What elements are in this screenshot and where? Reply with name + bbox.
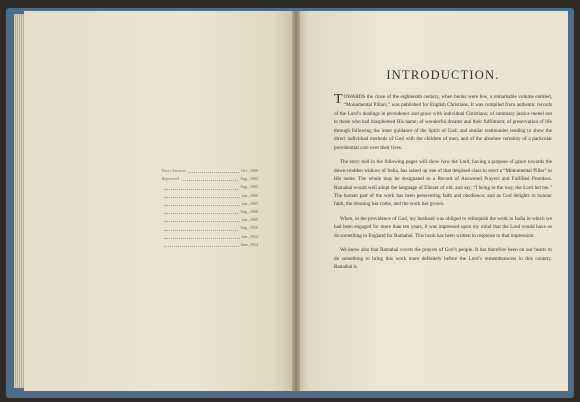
edition-label: Reprinted xyxy=(162,176,179,182)
paragraph: We know also that Ramabai covets the prayers of God’s people. It has therefore been on our hearts to do something to bring this work more definitely before the Lord’s remembrancers in this country. Ramabai is xyxy=(334,247,552,271)
paragraph: The story told in the following pages will show how the Lord, having a purpose of grace towards the down-trodden widows of India, has raised up one of that despised class to erect a “Monumental Pillar” to His name. The whole may be designated as a Record of Answered Prayers and Fulfilled Promises. Ramabai would well adopt the language of Eliezer of old, and say, “I being in the way, the Lord led me.” The human part of the work has been persevering faith and obedience; and as God delights to honour faith, the blessing has come, and the work has grown. xyxy=(334,159,552,208)
paragraph xyxy=(334,93,552,152)
edition-date: Aug., 1910 xyxy=(240,225,258,231)
edition-date: Jan., 1909 xyxy=(241,217,258,223)
paragraph: When, in the providence of God, my husband was obliged to relinquish the work in India in which we had been engaged for more than ten years, it was impressed upon my mind that the Lord would have us do something in England for Ramabai. This book has been written in response to that impression. xyxy=(334,215,552,239)
edition-date: Oct., 1900 xyxy=(241,168,258,173)
edition-date: Jan., 1907 xyxy=(241,200,258,206)
edition-date: Aug., 1908 xyxy=(240,209,258,215)
page-stack-edge xyxy=(14,14,24,388)
paragraph-text: OWARDS the close of the eighteenth century, when books were few, a remarkable volume entitled, “Monumental Pillars,” was published for English Christians. It was compiled from authentic records of the Lord’s dealings in providence and grace with individual Christians; of summary justice meted out to those who had blasphemed His name; of wonderful dreams and their fulfilment; of preservation of life through following the inner guidance of the Spirit of God; and similar testimonies tending to show the direct individual methods of God with the children of men, and of the absolute certainty of a particular providential care over their lives. xyxy=(334,94,552,151)
edition-row xyxy=(162,216,258,224)
edition-row xyxy=(162,224,258,232)
drop-cap: T xyxy=(334,92,343,107)
edition-date: Jan., 1912 xyxy=(241,233,258,239)
edition-date: Aug., 1903 xyxy=(240,176,258,182)
left-page xyxy=(24,11,296,391)
edition-row xyxy=(162,175,258,183)
edition-row xyxy=(162,233,258,241)
edition-row xyxy=(162,183,258,191)
book-gutter xyxy=(292,11,300,391)
edition-row xyxy=(162,200,258,208)
edition-date: Jan., 1906 xyxy=(241,192,258,198)
edition-row xyxy=(162,241,258,249)
edition-date: June, 1914 xyxy=(240,241,258,247)
introduction-text xyxy=(334,68,552,278)
edition-row xyxy=(162,208,258,216)
edition-label: First Edition xyxy=(162,168,186,173)
edition-date: Aug., 1905 xyxy=(240,184,258,190)
edition-history xyxy=(162,167,258,249)
page-title: INTRODUCTION. xyxy=(386,68,500,82)
edition-row xyxy=(162,192,258,200)
edition-row xyxy=(162,167,258,175)
